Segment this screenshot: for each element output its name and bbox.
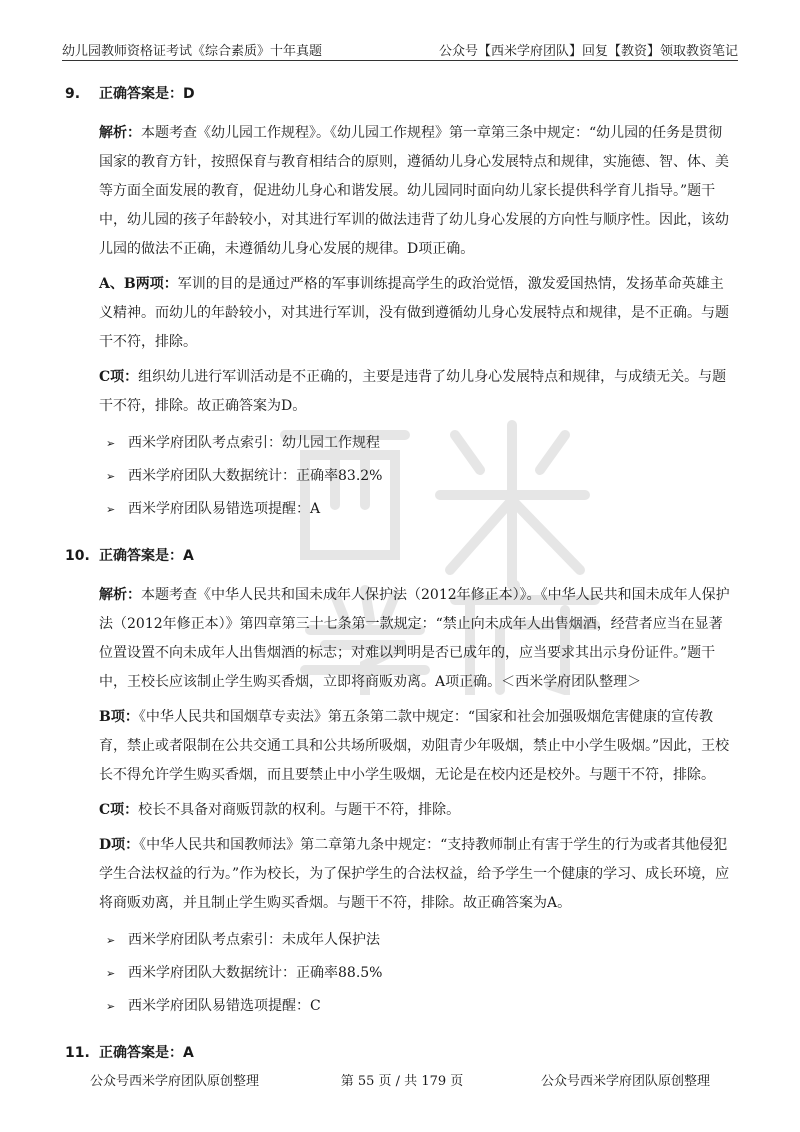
question-number: 11. — [65, 1045, 90, 1061]
question-number: 10. — [65, 548, 90, 564]
page-footer — [62, 1070, 738, 1090]
page-content — [65, 80, 736, 1068]
option-c-paragraph: C项：校长不具备对商贩罚款的权利。与题干不符，排除。 — [99, 802, 461, 818]
answer-title: 正确答案是：A — [99, 548, 194, 564]
arrow-bullet-icon: ➢ — [106, 934, 116, 947]
arrow-bullet-icon: ➢ — [106, 503, 116, 516]
question-11-title — [65, 1039, 736, 1068]
answer-title: 正确答案是：D — [99, 86, 195, 102]
arrow-bullet-icon: ➢ — [106, 1000, 116, 1013]
bullet-item: ➢ 西米学府团队考点索引：未成年人保护法 — [78, 924, 736, 957]
page-number: 第 55 页 / 共 179 页 — [340, 1074, 464, 1089]
question-10 — [65, 542, 736, 1023]
question-9-bullets — [78, 427, 736, 526]
arrow-bullet-icon: ➢ — [106, 437, 116, 450]
question-9 — [65, 80, 736, 526]
option-c-paragraph: C项：组织幼儿进行军训活动是不正确的，主要是违背了幼儿身心发展特点和规律，与成绩无关。与题干不符，排除。故正确答案为D。 — [99, 369, 727, 414]
question-9-title — [65, 80, 736, 109]
option-d-paragraph: D项：《中华人民共和国教师法》第二章第九条中规定：“支持教师制止有害于学生的行为或者其他侵犯学生合法权益的行为。”作为校长，为了保护学生的合法权益，给予学生一个健康的学习、成长环境，应将商贩劝离，并且制止学生购买香烟。与题干不符，排除。故正确答案为A。 — [99, 837, 730, 911]
option-b-paragraph: B项：《中华人民共和国烟草专卖法》第五条第二款中规定：“国家和社会加强吸烟危害健康的宣传教育，禁止或者限制在公共交通工具和公共场所吸烟，劝阻青少年吸烟，禁止中小学生吸烟。”因此，王校长不得允许学生购买香烟，而且要禁止中小学生吸烟，无论是在校内还是校外。与题干不符，排除。 — [99, 709, 730, 783]
bullet-item: ➢ 西米学府团队易错选项提醒：A — [78, 493, 736, 526]
question-10-bullets — [78, 924, 736, 1023]
question-number: 9. — [65, 86, 81, 102]
footer-left-text: 公众号西米学府团队原创整理 — [90, 1074, 260, 1089]
option-ab-paragraph: A、B两项：军训的目的是通过严格的军事训练提高学生的政治觉悟，激发爱国热情，发扬革命英雄主义精神。而幼儿的年龄较小，对其进行军训，没有做到遵循幼儿身心发展特点和规律，是不正确。与题干不符，排除。 — [99, 276, 729, 350]
arrow-bullet-icon: ➢ — [106, 967, 116, 980]
bullet-item: ➢ 西米学府团队大数据统计：正确率88.5% — [78, 957, 736, 990]
page-header — [62, 38, 738, 61]
header-right-text: 公众号【西米学府团队】回复【教资】领取教资笔记 — [438, 44, 738, 59]
question-11 — [65, 1039, 736, 1068]
header-left-text: 幼儿园教师资格证考试《综合素质》十年真题 — [62, 44, 323, 59]
arrow-bullet-icon: ➢ — [106, 470, 116, 483]
bullet-item: ➢ 西米学府团队大数据统计：正确率83.2% — [78, 460, 736, 493]
answer-title: 正确答案是：A — [99, 1045, 194, 1061]
bullet-item: ➢ 西米学府团队考点索引：幼儿园工作规程 — [78, 427, 736, 460]
bullet-item: ➢ 西米学府团队易错选项提醒：C — [78, 990, 736, 1023]
analysis-paragraph: 解析：本题考查《中华人民共和国未成年人保护法（2012年修正本）》。《中华人民共和国未成年人保护法（2012年修正本）》第四章第三十七条第一款规定：“禁止向未成年人出售烟酒，经营者应当在显著位置设置不向未成年人出售烟酒的标志；对难以判明是否已成年的，应当要求其出示身份证件。”题干中，王校长应该制止学生购买香烟，立即将商贩劝离。A项正确。＜西米学府团队整理＞ — [99, 587, 730, 690]
question-10-title — [65, 542, 736, 571]
footer-right-text: 公众号西米学府团队原创整理 — [540, 1074, 710, 1089]
analysis-paragraph: 解析：本题考查《幼儿园工作规程》。《幼儿园工作规程》第一章第三条中规定：“幼儿园的任务是贯彻国家的教育方针，按照保育与教育相结合的原则，遵循幼儿身心发展特点和规律，实施德、智、体、美等方面全面发展的教育，促进幼儿身心和谐发展。幼儿园同时面向幼儿家长提供科学育儿指导。”题干中，幼儿园的孩子年龄较小，对其进行军训的做法违背了幼儿身心发展的方向性与顺序性。因此，该幼儿园的做法不正确，未遵循幼儿身心发展的规律。D项正确。 — [99, 125, 729, 257]
